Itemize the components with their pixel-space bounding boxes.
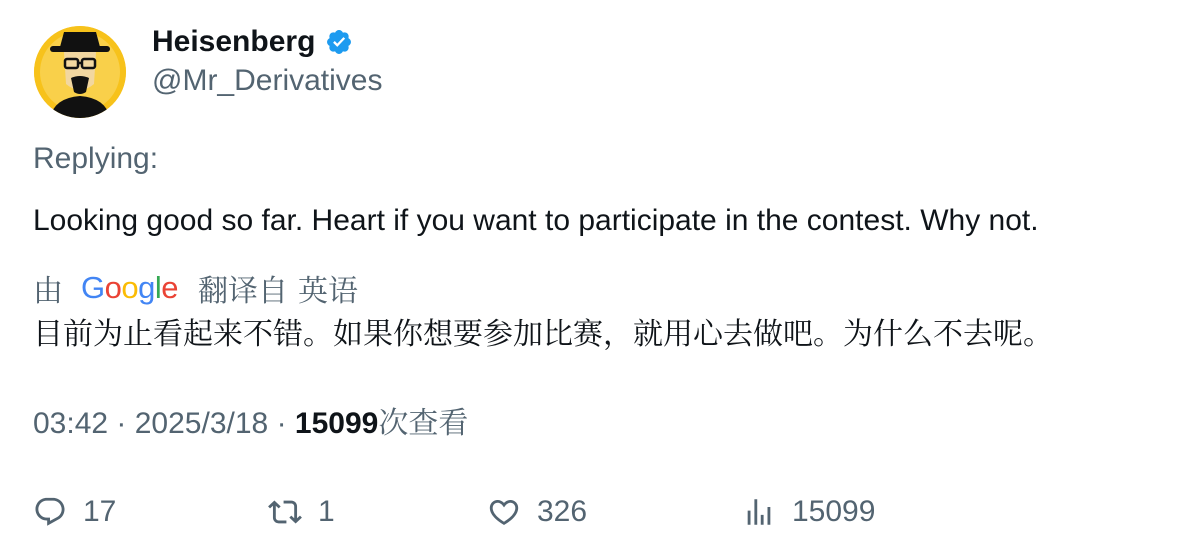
action-bar: [0, 490, 1196, 534]
heisenberg-avatar-icon: [34, 26, 126, 118]
heart-icon: [487, 495, 521, 529]
translated-text: 目前为止看起来不错。如果你想要参加比赛，就用心去做吧。为什么不去呢。: [33, 318, 1053, 351]
translation-by-label: 由: [33, 275, 63, 308]
google-logo: Google: [81, 270, 179, 305]
views-label: 次查看: [378, 407, 469, 440]
retweet-icon: [268, 495, 302, 529]
tweet-meta: [33, 405, 468, 443]
avatar[interactable]: [34, 26, 126, 118]
retweet-count: 1: [318, 495, 335, 528]
meta-separator: ·: [276, 407, 295, 440]
author-name-text: Heisenberg: [152, 25, 316, 58]
reply-count: 17: [83, 495, 117, 528]
tweet-date[interactable]: 2025/3/18: [134, 407, 269, 440]
reply-icon: [33, 495, 67, 529]
translation-source-language: 英语: [298, 275, 359, 308]
verified-badge-icon: [325, 28, 353, 56]
views-count: 15099: [294, 407, 379, 440]
tweet-time[interactable]: 03:42: [33, 407, 109, 440]
reply-button[interactable]: [33, 490, 116, 534]
replying-label: Replying:: [33, 142, 159, 175]
retweet-button[interactable]: [268, 490, 335, 534]
tweet-text: Looking good so far. Heart if you want to participate in the contest. Why not.: [33, 204, 1039, 237]
meta-separator: ·: [116, 407, 135, 440]
translation-attribution: [33, 269, 358, 307]
view-count: 15099: [792, 495, 876, 528]
author-display-name[interactable]: [152, 24, 353, 60]
translation-from-label: 翻译自: [198, 275, 289, 308]
like-count: 326: [537, 495, 588, 528]
views-button[interactable]: [742, 490, 875, 534]
author-handle[interactable]: @Mr_Derivatives: [152, 64, 383, 97]
like-button[interactable]: [487, 490, 587, 534]
bar-chart-icon: [742, 495, 776, 529]
